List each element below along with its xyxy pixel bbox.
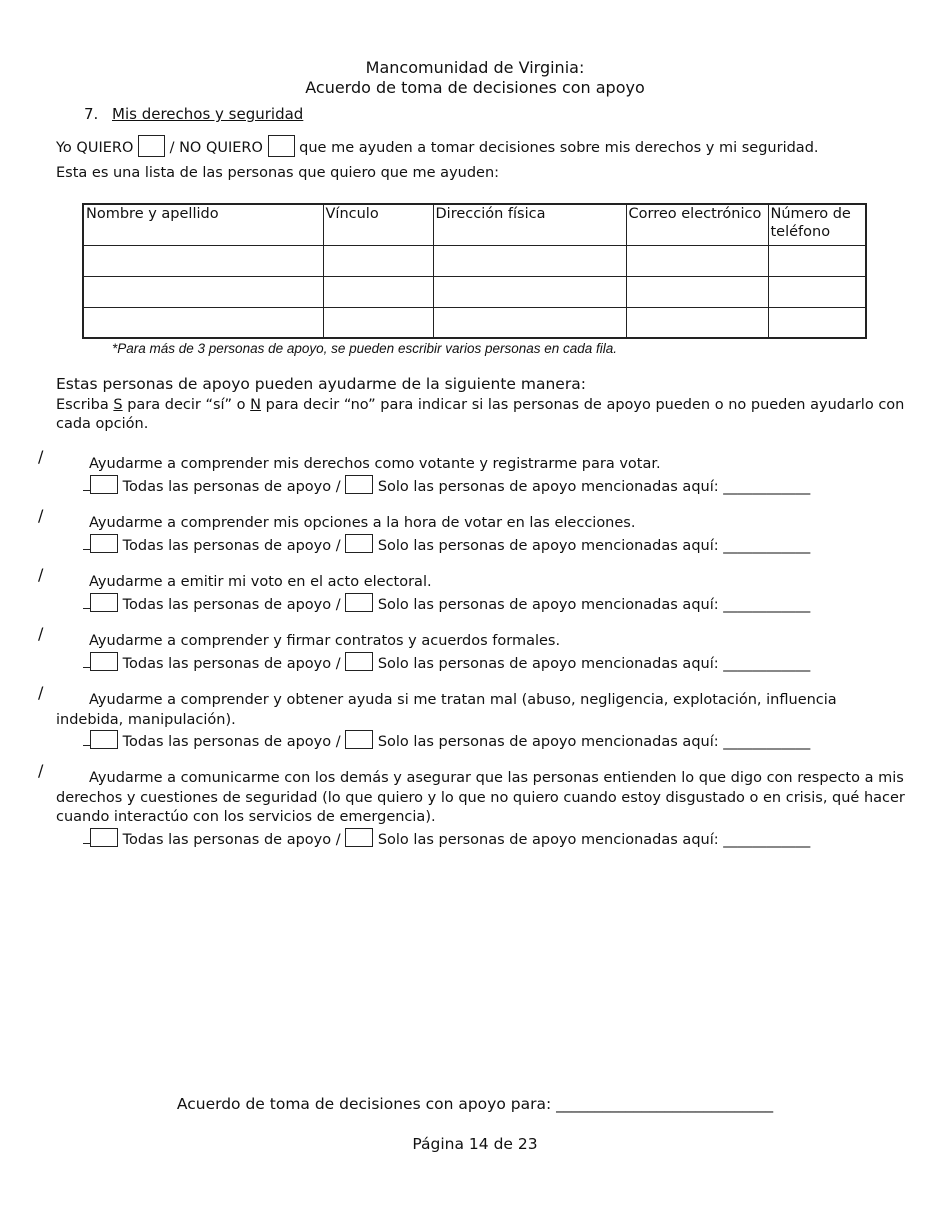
table-cell[interactable] <box>626 307 768 338</box>
table-cell[interactable] <box>323 276 433 307</box>
item-marker: / <box>38 565 44 584</box>
item-text: Ayudarme a comprender mis derechos como votante y registrarme para votar. <box>89 456 661 472</box>
named-supporters-checkbox[interactable] <box>345 652 373 671</box>
item-options <box>83 475 810 495</box>
not-want-label: / NO QUIERO <box>169 140 263 156</box>
table-row <box>83 276 866 307</box>
table-note: *Para más de 3 personas de apoyo, se pueden escribir varios personas en cada fila. <box>112 341 618 356</box>
table-cell[interactable] <box>323 307 433 338</box>
named-supporters-checkbox[interactable] <box>345 534 373 553</box>
document-subtitle: Acuerdo de toma de decisiones con apoyo <box>305 78 645 97</box>
named-supporters-label: Solo las personas de apoyo mencionadas aquí: ____________ <box>377 656 811 672</box>
table-cell[interactable] <box>83 307 323 338</box>
all-supporters-checkbox[interactable] <box>90 475 118 494</box>
col-header-relationship: Vínculo <box>323 204 433 245</box>
item-text: Ayudarme a comprender y firmar contratos y acuerdos formales. <box>89 633 561 649</box>
table-cell[interactable] <box>83 245 323 276</box>
ways-title: Estas personas de apoyo pueden ayudarme de la siguiente manera: <box>56 375 586 393</box>
consent-line <box>56 135 819 157</box>
table-cell[interactable] <box>626 276 768 307</box>
named-supporters-checkbox[interactable] <box>345 828 373 847</box>
consent-text: que me ayuden a tomar decisiones sobre mis derechos y mi seguridad. <box>299 140 819 156</box>
want-label: Yo QUIERO <box>56 140 134 156</box>
item-marker: / <box>38 683 44 702</box>
item-marker: / <box>38 624 44 643</box>
table-cell[interactable] <box>768 276 866 307</box>
agreement-footer: Acuerdo de toma de decisiones con apoyo para: ____________________________ <box>176 1095 774 1113</box>
table-row <box>83 307 866 338</box>
all-supporters-label: Todas las personas de apoyo / <box>122 538 341 554</box>
item-options <box>83 730 810 750</box>
item-marker: / <box>38 447 44 466</box>
table-cell[interactable] <box>433 276 626 307</box>
not-want-checkbox[interactable] <box>268 135 295 157</box>
instr-suffix: para decir “no” para indicar si las personas de apoyo pueden o no pueden ayudarlo con cada opción. <box>56 397 905 432</box>
table-cell[interactable] <box>83 276 323 307</box>
item-marker: / <box>38 761 44 780</box>
table-row <box>83 245 866 276</box>
all-supporters-label: Todas las personas de apoyo / <box>122 656 341 672</box>
all-supporters-label: Todas las personas de apoyo / <box>122 832 341 848</box>
col-header-address: Dirección física <box>433 204 626 245</box>
support-persons-table <box>82 203 867 339</box>
item-options <box>83 534 810 554</box>
named-supporters-checkbox[interactable] <box>345 475 373 494</box>
instr-s: S <box>113 397 123 413</box>
instr-mid: para decir “sí” o <box>122 397 251 413</box>
named-supporters-label: Solo las personas de apoyo mencionadas aquí: ____________ <box>377 597 811 613</box>
item-options <box>83 828 810 848</box>
instructions <box>56 396 906 434</box>
all-supporters-label: Todas las personas de apoyo / <box>122 734 341 750</box>
named-supporters-checkbox[interactable] <box>345 593 373 612</box>
all-supporters-checkbox[interactable] <box>90 730 118 749</box>
all-supporters-label: Todas las personas de apoyo / <box>122 479 341 495</box>
item-options <box>83 652 810 672</box>
table-cell[interactable] <box>323 245 433 276</box>
table-cell[interactable] <box>433 307 626 338</box>
item-marker: / <box>38 506 44 525</box>
section-number: 7. <box>84 105 99 123</box>
all-supporters-label: Todas las personas de apoyo / <box>122 597 341 613</box>
section-title: Mis derechos y seguridad <box>112 105 304 123</box>
page-number: Página 14 de 23 <box>412 1135 538 1153</box>
document-title: Mancomunidad de Virginia: <box>365 58 585 77</box>
item-text: Ayudarme a comunicarme con los demás y asegurar que las personas entienden lo que digo con respecto a mis derechos y cuestiones de seguridad (lo que quiero y lo que no quiero cuando estoy disgustado o en crisis, qué hacer cuando interactúo con los servicios de emergencia). <box>56 770 905 825</box>
want-checkbox[interactable] <box>138 135 165 157</box>
item-text: Ayudarme a emitir mi voto en el acto electoral. <box>89 574 432 590</box>
table-cell[interactable] <box>626 245 768 276</box>
all-supporters-checkbox[interactable] <box>90 593 118 612</box>
section-heading <box>84 105 303 123</box>
named-supporters-label: Solo las personas de apoyo mencionadas aquí: ____________ <box>377 538 811 554</box>
item-text: Ayudarme a comprender mis opciones a la hora de votar en las elecciones. <box>89 515 636 531</box>
col-header-phone: Número de teléfono <box>768 204 866 245</box>
col-header-email: Correo electrónico <box>626 204 768 245</box>
table-cell[interactable] <box>433 245 626 276</box>
table-header-row <box>83 204 866 245</box>
table-cell[interactable] <box>768 245 866 276</box>
item-text: Ayudarme a comprender y obtener ayuda si me tratan mal (abuso, negligencia, explotación, influencia indebida, manipulación). <box>56 692 837 728</box>
all-supporters-checkbox[interactable] <box>90 828 118 847</box>
named-supporters-label: Solo las personas de apoyo mencionadas aquí: ____________ <box>377 479 811 495</box>
item-options <box>83 593 810 613</box>
all-supporters-checkbox[interactable] <box>90 652 118 671</box>
table-cell[interactable] <box>768 307 866 338</box>
named-supporters-checkbox[interactable] <box>345 730 373 749</box>
list-intro: Esta es una lista de las personas que quiero que me ayuden: <box>56 165 500 181</box>
col-header-name: Nombre y apellido <box>83 204 323 245</box>
named-supporters-label: Solo las personas de apoyo mencionadas aquí: ____________ <box>377 832 811 848</box>
all-supporters-checkbox[interactable] <box>90 534 118 553</box>
instr-prefix: Escriba <box>56 397 114 413</box>
instr-n: N <box>250 397 262 413</box>
named-supporters-label: Solo las personas de apoyo mencionadas aquí: ____________ <box>377 734 811 750</box>
